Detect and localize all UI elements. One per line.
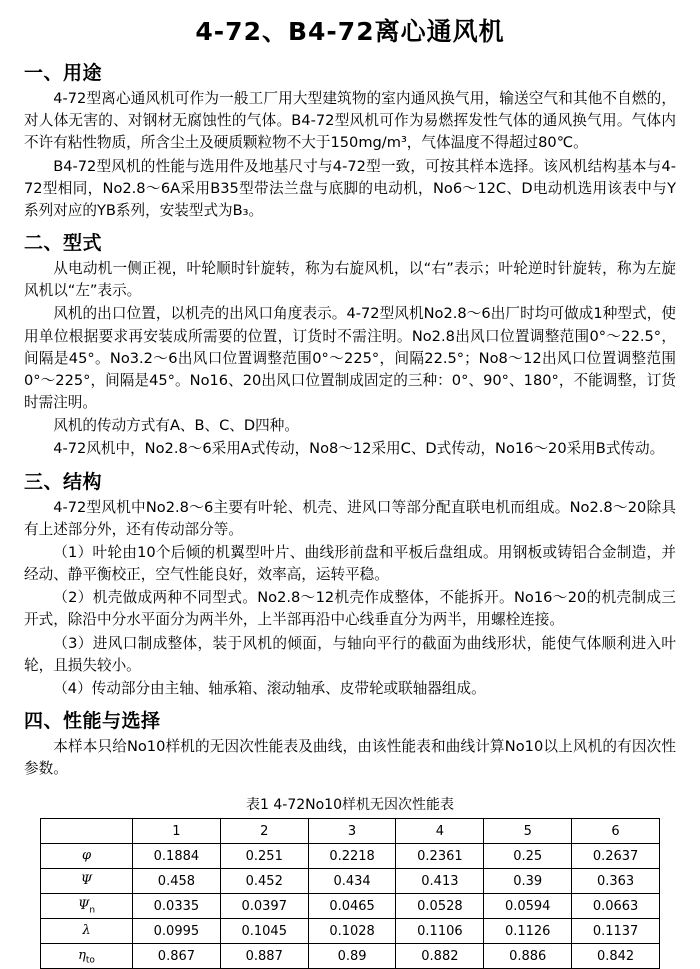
section-purpose — [24, 58, 676, 222]
paragraph: 4-72型离心通风机可作为一般工厂用大型建筑物的室内通风换气用，输送空气和其他不自燃的，对人体无害的、对钢材无腐蚀性的气体。B4-72型风机可作为易燃挥发性气体的通风换气用。气体内不许有粘性物质，所含尘土及硬质颗粒物不大于150mg/m³，气体温度不得超过80℃。 — [24, 90, 676, 152]
table-cell: 0.434 — [308, 869, 396, 894]
table-cell: 0.886 — [484, 944, 572, 969]
table-header-cell: 4 — [396, 819, 484, 844]
table-row — [41, 919, 660, 944]
page-title: 4-72、B4-72离心通风机 — [195, 17, 505, 46]
paragraph: （2）机壳做成两种不同型式。No2.8～12机壳作成整体，不能拆开。No16～20的机壳制成三开式，除沿中分水平面分为两半外，上半部再沿中心线垂直分为两半，用螺栓连接。 — [24, 589, 676, 629]
table-cell: 0.1126 — [484, 919, 572, 944]
paragraph: （1）叶轮由10个后倾的机翼型叶片、曲线形前盘和平板后盘组成。用钢板或铸铝合金制造，并经动、静平衡校正，空气性能良好，效率高，运转平稳。 — [24, 543, 676, 584]
table-cell: 0.867 — [133, 944, 221, 969]
row-symbol: φ — [81, 847, 92, 863]
paragraph: 风机的传动方式有A、B、C、D四种。 — [53, 417, 299, 435]
table-cell: 0.2361 — [396, 844, 484, 869]
row-label — [41, 869, 133, 894]
section-structure — [24, 467, 676, 701]
table-caption: 表1 4-72No10样机无因次性能表 — [246, 797, 454, 814]
row-symbol: Ψ — [77, 897, 90, 913]
section-heading: 四、性能与选择 — [24, 710, 161, 733]
paragraph: （4）传动部分由主轴、轴承箱、滚动轴承、皮带轮或联轴器组成。 — [53, 679, 486, 697]
table-cell: 0.0663 — [572, 894, 660, 919]
table-cell: 0.887 — [220, 944, 308, 969]
table-header-cell: 5 — [484, 819, 572, 844]
section-type — [24, 228, 676, 461]
table-cell: 0.39 — [484, 869, 572, 894]
table-cell: 0.0995 — [133, 919, 221, 944]
paragraph: 从电动机一侧正视，叶轮顺时针旋转，称为右旋风机，以“右”表示；叶轮逆时针旋转，称为左旋风机以“左”表示。 — [24, 260, 676, 300]
row-label — [41, 944, 133, 969]
row-symbol-subscript: n — [89, 905, 96, 916]
table-header-cell: 1 — [133, 819, 221, 844]
table-cell: 0.842 — [572, 944, 660, 969]
paragraph: 本样本只给No10样机的无因次性能表及曲线，由该性能表和曲线计算No10以上风机的有因次性参数。 — [24, 738, 676, 778]
table-header-cell — [41, 819, 133, 844]
table-cell: 0.0465 — [308, 894, 396, 919]
table-cell: 0.2637 — [572, 844, 660, 869]
table-cell: 0.25 — [484, 844, 572, 869]
paragraph: 风机的出口位置，以机壳的出风口角度表示。4-72型风机No2.8～6出厂时均可做成1种型式，使用单位根据要求再安装成所需要的位置，订货时不需注明。No2.8出风口位置调整范围0°～22.5°，间隔是45°。No3.2～6出风口位置调整范围0°～225°，间隔22.5°；No8～12出风口位置调整范围0°～225°，间隔是45°。No16、20出风口位置制成固定的三种：0°、90°、180°，不能调整，订货时需注明。 — [24, 305, 676, 412]
table-header-cell: 2 — [220, 819, 308, 844]
row-symbol: η — [78, 947, 86, 963]
table-cell: 0.1137 — [572, 919, 660, 944]
paragraph: 4-72风机中，No2.8～6采用A式传动，No8～12采用C、D式传动，No16～20采用B式传动。 — [53, 440, 665, 458]
table-cell: 0.1106 — [396, 919, 484, 944]
table-cell: 0.413 — [396, 869, 484, 894]
table-cell: 0.0335 — [133, 894, 221, 919]
table-cell: 0.2218 — [308, 844, 396, 869]
table-row — [41, 894, 660, 919]
table-cell: 0.0397 — [220, 894, 308, 919]
section-performance — [24, 706, 676, 780]
table-cell: 0.1028 — [308, 919, 396, 944]
table-header-cell: 3 — [308, 819, 396, 844]
table-row — [41, 944, 660, 969]
table-cell: 0.882 — [396, 944, 484, 969]
table-cell: 0.0528 — [396, 894, 484, 919]
table-cell: 0.89 — [308, 944, 396, 969]
section-heading: 三、结构 — [24, 470, 103, 493]
section-heading: 二、型式 — [24, 232, 103, 255]
row-symbol-subscript: to — [85, 955, 95, 966]
table-header-row — [41, 819, 660, 844]
table-cell: 0.458 — [133, 869, 221, 894]
section-heading: 一、用途 — [24, 62, 103, 84]
row-symbol: Ψ — [80, 872, 93, 888]
table-cell: 0.1045 — [220, 919, 308, 944]
table-cell: 0.363 — [572, 869, 660, 894]
row-label — [41, 919, 133, 944]
paragraph: （3）进风口制成整体，装于风机的倾面，与轴向平行的截面为曲线形状，能使气体顺利进入叶轮，且损失较小。 — [24, 634, 676, 674]
table-cell: 0.0594 — [484, 894, 572, 919]
table-cell: 0.251 — [220, 844, 308, 869]
paragraph: B4-72型风机的性能与选用件及地基尺寸与4-72型一致，可按其样本选择。该风机结构基本与4-72型相同，No2.8～6A采用B35型带法兰盘与底脚的电动机，No6～12C、D电动机选用该表中与Y系列对应的YB系列，安装型式为B₃。 — [24, 157, 676, 219]
row-symbol: λ — [82, 922, 91, 938]
row-label — [41, 844, 133, 869]
table-cell: 0.1884 — [133, 844, 221, 869]
table-cell: 0.452 — [220, 869, 308, 894]
table-row — [41, 869, 660, 894]
table-row — [41, 844, 660, 869]
row-label — [41, 894, 133, 919]
table-header-cell: 6 — [572, 819, 660, 844]
paragraph: 4-72型风机中No2.8～6主要有叶轮、机壳、进风口等部分配直联电机而组成。No2.8～20除具有上述部分外，还有传动部分等。 — [24, 498, 676, 538]
performance-table — [40, 818, 660, 969]
